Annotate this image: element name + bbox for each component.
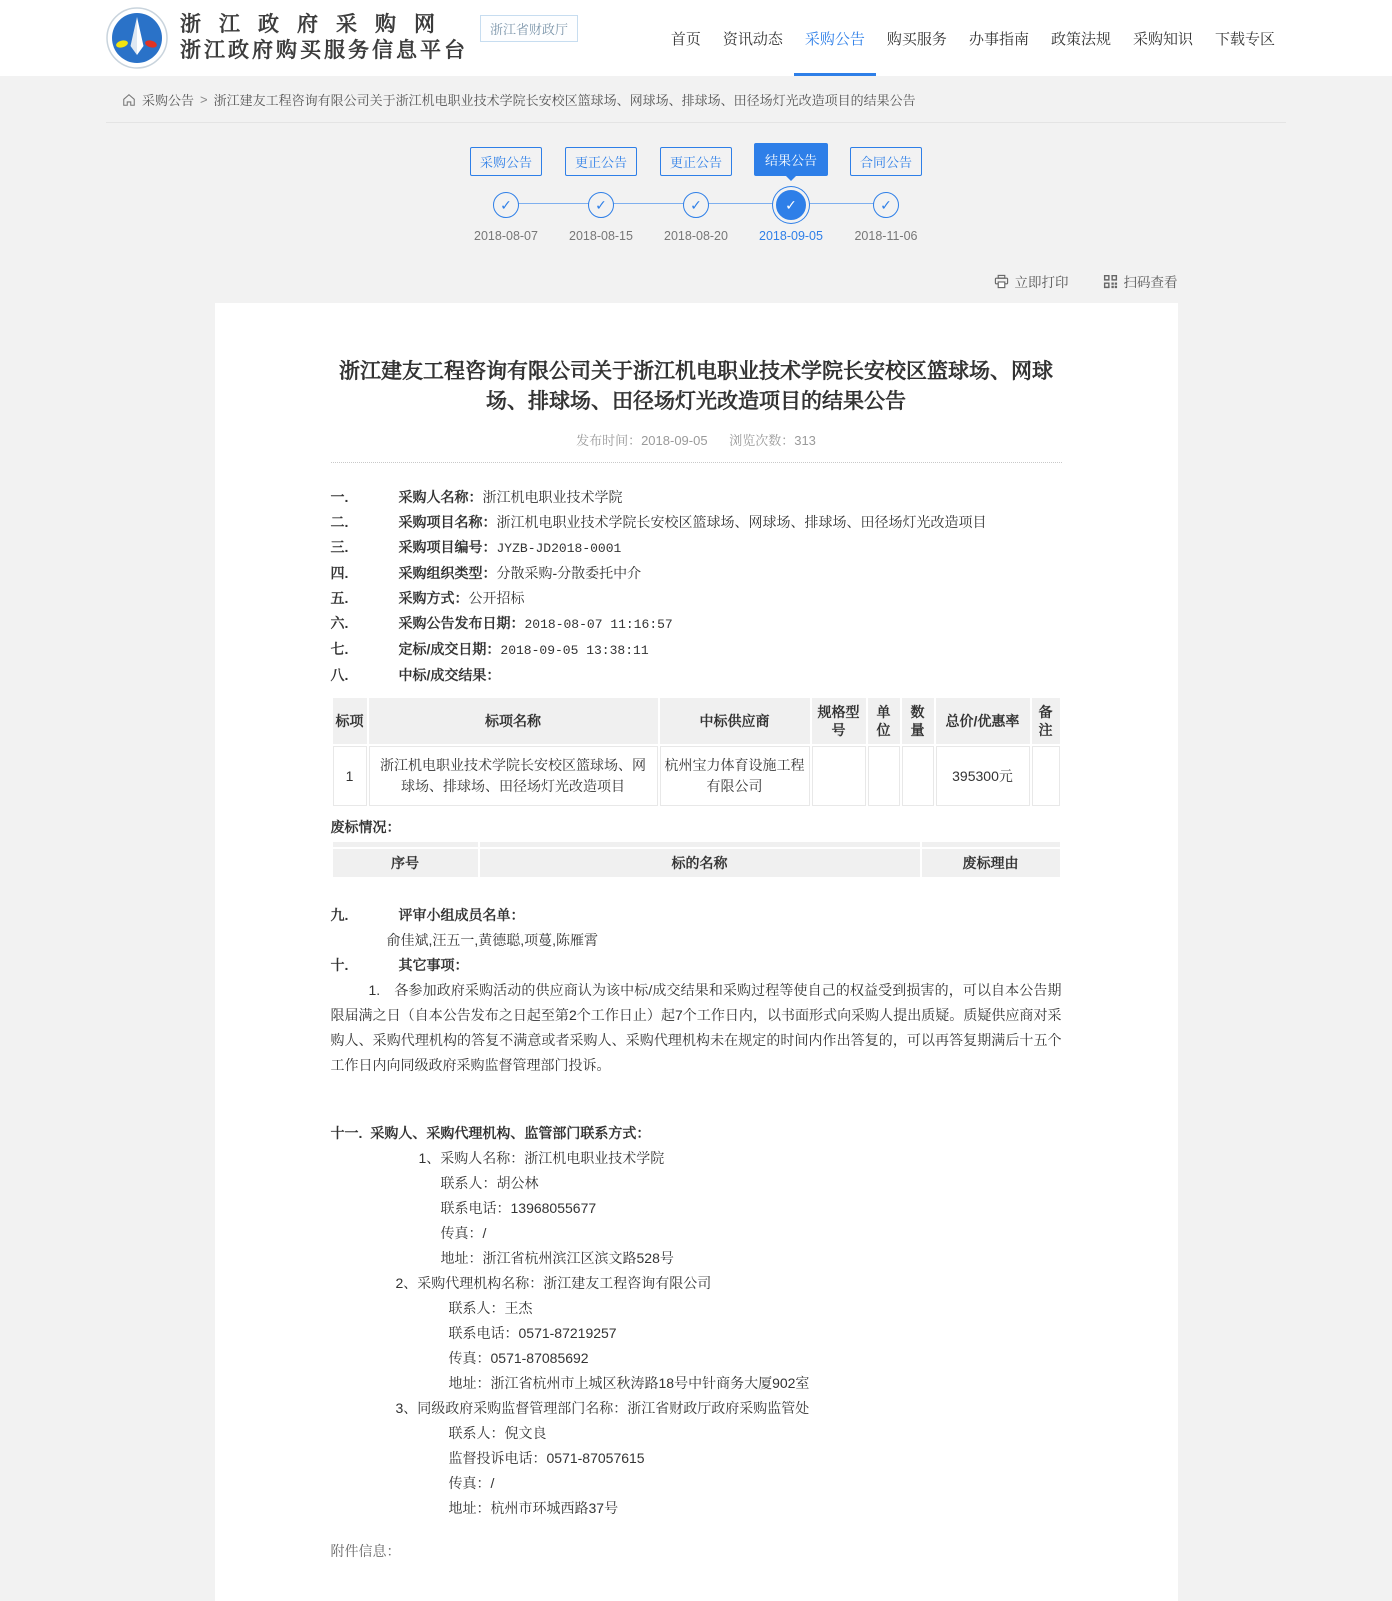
item-label: 采购方式： bbox=[398, 590, 469, 606]
scan-qr-button-label: 扫码查看 bbox=[1123, 275, 1178, 290]
timeline-date-2: 2018-08-15 bbox=[569, 229, 633, 243]
item-value: 2018-09-05 13:38:11 bbox=[500, 643, 649, 658]
fail-section-title: 废标情况： bbox=[330, 819, 401, 835]
fail-col-header-subject: 标的名称 bbox=[480, 849, 920, 877]
result-table-header-row bbox=[333, 698, 1060, 744]
item-number: 九. bbox=[330, 907, 349, 923]
contact-title: 1、采购人名称：浙江机电职业技术学院 bbox=[418, 1150, 665, 1166]
contact-person: 联系人：王杰 bbox=[448, 1300, 533, 1316]
site-title bbox=[180, 12, 468, 65]
timeline-circle-cell-1 bbox=[459, 183, 554, 227]
timeline-date-3: 2018-08-20 bbox=[664, 229, 728, 243]
breadcrumb-bar bbox=[0, 76, 1392, 123]
timeline-date-4: 2018-09-05 bbox=[759, 229, 823, 243]
contact-title: 3、同级政府采购监督管理部门名称：浙江省财政厅政府采购监管处 bbox=[395, 1400, 810, 1416]
item-value: 2018-08-07 11:16:57 bbox=[524, 617, 673, 632]
publish-time-value: 2018-09-05 bbox=[641, 433, 708, 448]
view-count-value: 313 bbox=[794, 433, 816, 448]
doc-item-org-type bbox=[331, 561, 1062, 586]
contact-fax: 传真：/ bbox=[448, 1475, 495, 1491]
col-header-unit: 单位 bbox=[868, 698, 900, 744]
nav-item-procurement-announcements[interactable]: 采购公告 bbox=[794, 0, 876, 76]
timeline-step-3 bbox=[649, 147, 744, 183]
timeline-label-2[interactable]: 更正公告 bbox=[565, 147, 637, 176]
item-label: 中标/成交结果： bbox=[398, 667, 501, 683]
dotted-divider bbox=[331, 462, 1062, 463]
cell-spec bbox=[812, 746, 866, 806]
item-number: 八. bbox=[330, 667, 349, 683]
print-button[interactable] bbox=[994, 271, 1069, 291]
cell-unit bbox=[868, 746, 900, 806]
view-count-label: 浏览次数： bbox=[729, 433, 795, 448]
contact-fax: 传真：0571-87085692 bbox=[448, 1350, 589, 1366]
doc-item-method bbox=[331, 586, 1062, 611]
timeline-circle-cell-3 bbox=[649, 183, 744, 227]
item-label: 评审小组成员名单： bbox=[398, 907, 525, 923]
contact-phone: 联系电话：0571-87219257 bbox=[448, 1325, 617, 1341]
col-header-price: 总价/优惠率 bbox=[936, 698, 1030, 744]
check-circle-icon: ✓ bbox=[588, 192, 614, 218]
contact-fax: 传真：/ bbox=[440, 1225, 487, 1241]
doc-item-announce-date bbox=[331, 611, 1062, 637]
nav-item-downloads[interactable]: 下载专区 bbox=[1214, 30, 1275, 48]
fail-table-strip-row bbox=[333, 842, 1060, 847]
contact-group-regulator bbox=[331, 1396, 1062, 1521]
contact-person: 联系人：倪文良 bbox=[448, 1425, 547, 1441]
item-number: 二. bbox=[330, 514, 349, 530]
site-title-line2: 浙江政府购买服务信息平台 bbox=[180, 39, 468, 62]
timeline-circles-row bbox=[459, 183, 934, 227]
fail-table-strip bbox=[333, 842, 478, 847]
item-label: 采购人名称： bbox=[398, 489, 483, 505]
item-label: 其它事项： bbox=[398, 957, 469, 973]
actions-row bbox=[215, 271, 1178, 291]
item-value: 公开招标 bbox=[468, 590, 525, 606]
item-number: 四. bbox=[330, 565, 349, 581]
item-number: 十. bbox=[330, 957, 349, 973]
col-header-qty: 数量 bbox=[902, 698, 934, 744]
contacts-heading-label: 采购人、采购代理机构、监管部门联系方式： bbox=[370, 1125, 651, 1141]
timeline-labels-row bbox=[459, 147, 934, 183]
scan-qr-button[interactable] bbox=[1103, 271, 1178, 291]
timeline-label-1[interactable]: 采购公告 bbox=[470, 147, 542, 176]
site-title-line1: 浙江政府采购网 bbox=[180, 12, 453, 36]
timeline-step-4 bbox=[744, 147, 839, 183]
timeline-label-4-active[interactable]: 结果公告 bbox=[754, 143, 828, 176]
col-header-lot-name: 标项名称 bbox=[369, 698, 658, 744]
contact-address: 地址：浙江省杭州市上城区秋涛路18号中针商务大厦902室 bbox=[448, 1375, 810, 1391]
contact-group-agency bbox=[331, 1271, 1062, 1396]
authority-badge: 浙江省财政厅 bbox=[480, 15, 578, 42]
cell-qty bbox=[902, 746, 934, 806]
article-meta bbox=[331, 430, 1062, 449]
breadcrumb-root-link[interactable]: 采购公告 bbox=[142, 93, 195, 108]
timeline-step-1 bbox=[459, 147, 554, 183]
col-header-lot: 标项 bbox=[333, 698, 367, 744]
item-number: 六. bbox=[330, 615, 349, 631]
cell-lot-name: 浙江机电职业技术学院长安校区篮球场、网球场、排球场、田径场灯光改造项目 bbox=[369, 746, 658, 806]
contact-phone: 联系电话：13968055677 bbox=[440, 1200, 597, 1216]
result-table bbox=[331, 696, 1062, 808]
timeline-circle-cell-5 bbox=[839, 183, 934, 227]
col-header-remark: 备注 bbox=[1032, 698, 1060, 744]
main-nav bbox=[660, 0, 1286, 76]
breadcrumb-separator: > bbox=[200, 92, 208, 107]
printer-icon bbox=[994, 274, 1009, 289]
nav-item-knowledge[interactable]: 采购知识 bbox=[1132, 30, 1193, 48]
item-label: 采购组织类型： bbox=[398, 565, 497, 581]
contact-person: 联系人：胡公林 bbox=[440, 1175, 539, 1191]
item-number: 一. bbox=[330, 489, 349, 505]
contacts-heading bbox=[331, 1120, 1062, 1146]
attachment-label: 附件信息： bbox=[330, 1543, 401, 1559]
timeline-circle-cell-4 bbox=[744, 183, 839, 227]
site-logo-icon[interactable] bbox=[106, 7, 168, 69]
nav-item-purchase-services[interactable]: 购买服务 bbox=[886, 30, 947, 48]
doc-item-project-name bbox=[331, 510, 1062, 535]
other-matters-paragraph: 1. 各参加政府采购活动的供应商认为该中标/成交结果和采购过程等使自己的权益受到损害的，可以自本公告期限届满之日（自本公告发布之日起至第2个工作日止）起7个工作日内，以书面形式向采购人提出质疑。质疑供应商对采购人、采购代理机构的答复不满意或者采购人、采购代理机构未在规定的时间内作出答复的，可以再答复期满后十五个工作日内向同级政府采购监督管理部门投诉。 bbox=[330, 982, 1062, 1073]
doc-item-review-panel bbox=[331, 903, 1062, 928]
header-inner bbox=[106, 0, 1286, 76]
timeline-date-1: 2018-08-07 bbox=[474, 229, 538, 243]
fail-table-strip bbox=[480, 842, 920, 847]
item-number: 七. bbox=[330, 641, 349, 657]
check-circle-icon-active: ✓ bbox=[776, 190, 806, 220]
timeline-step-2 bbox=[554, 147, 649, 183]
fail-table bbox=[331, 840, 1062, 879]
publish-time-label: 发布时间： bbox=[576, 433, 642, 448]
item-value: 分散采购-分散委托中介 bbox=[496, 565, 642, 581]
fail-col-header-reason: 废标理由 bbox=[922, 849, 1060, 877]
item-number: 十一. bbox=[330, 1125, 363, 1141]
nav-item-news[interactable]: 资讯动态 bbox=[722, 30, 783, 48]
cell-lot: 1 bbox=[333, 746, 367, 806]
home-icon[interactable] bbox=[122, 93, 136, 107]
document-items bbox=[331, 485, 1062, 688]
contact-address: 地址：杭州市环城西路37号 bbox=[448, 1500, 619, 1516]
item-label: 采购项目编号： bbox=[398, 539, 497, 555]
check-circle-icon: ✓ bbox=[493, 192, 519, 218]
fail-table-header-row bbox=[333, 849, 1060, 877]
doc-item-purchaser bbox=[331, 485, 1062, 510]
result-table-row bbox=[333, 746, 1060, 806]
contact-complaint-phone: 监督投诉电话：0571-87057615 bbox=[448, 1450, 645, 1466]
timeline-step-5 bbox=[839, 147, 934, 183]
check-circle-icon: ✓ bbox=[873, 192, 899, 218]
fail-col-header-seq: 序号 bbox=[333, 849, 478, 877]
timeline-date-5: 2018-11-06 bbox=[854, 229, 918, 243]
breadcrumb bbox=[106, 76, 1286, 123]
doc-item-project-number bbox=[331, 535, 1062, 561]
cell-price: 395300元 bbox=[936, 746, 1030, 806]
timeline-label-5[interactable]: 合同公告 bbox=[850, 147, 922, 176]
cell-remark bbox=[1032, 746, 1060, 806]
item-value: JYZB-JD2018-0001 bbox=[496, 541, 622, 556]
contact-group-purchaser bbox=[331, 1146, 1062, 1271]
col-header-supplier: 中标供应商 bbox=[660, 698, 810, 744]
nav-item-home[interactable]: 首页 bbox=[670, 30, 701, 48]
breadcrumb-current: 浙江建友工程咨询有限公司关于浙江机电职业技术学院长安校区篮球场、网球场、排球场、田径场灯光改造项目的结果公告 bbox=[213, 93, 916, 108]
doc-item-result bbox=[331, 663, 1062, 688]
timeline-dates-row bbox=[459, 229, 934, 243]
announcement-card bbox=[215, 303, 1178, 1601]
progress-timeline bbox=[459, 147, 934, 243]
review-panel-names: 俞佳斌,汪五一,黄德聪,项蔓,陈雁霄 bbox=[386, 932, 599, 948]
item-label: 采购公告发布日期： bbox=[398, 615, 525, 631]
contact-address: 地址：浙江省杭州滨江区滨文路528号 bbox=[440, 1250, 674, 1266]
doc-item-award-date bbox=[331, 637, 1062, 663]
item-number: 三. bbox=[330, 539, 349, 555]
nav-item-guide[interactable]: 办事指南 bbox=[968, 30, 1029, 48]
item-label: 采购项目名称： bbox=[398, 514, 497, 530]
item-label: 定标/成交日期： bbox=[398, 641, 501, 657]
doc-item-other-matters bbox=[331, 953, 1062, 978]
page-title: 浙江建友工程咨询有限公司关于浙江机电职业技术学院长安校区篮球场、网球场、排球场、田径场灯光改造项目的结果公告 bbox=[339, 360, 1053, 413]
timeline-label-3[interactable]: 更正公告 bbox=[660, 147, 732, 176]
item-value: 浙江机电职业技术学院 bbox=[482, 489, 623, 505]
col-header-spec: 规格型号 bbox=[812, 698, 866, 744]
nav-item-policies[interactable]: 政策法规 bbox=[1050, 30, 1111, 48]
item-value: 浙江机电职业技术学院长安校区篮球场、网球场、排球场、田径场灯光改造项目 bbox=[496, 514, 987, 530]
item-number: 五. bbox=[330, 590, 349, 606]
contacts-section bbox=[331, 1120, 1062, 1521]
print-button-label: 立即打印 bbox=[1014, 275, 1069, 290]
contact-title: 2、采购代理机构名称：浙江建友工程咨询有限公司 bbox=[395, 1275, 712, 1291]
qr-code-icon bbox=[1103, 274, 1118, 289]
site-header bbox=[0, 0, 1392, 76]
fail-table-strip bbox=[922, 842, 1060, 847]
check-circle-icon: ✓ bbox=[683, 192, 709, 218]
timeline-circle-cell-2 bbox=[554, 183, 649, 227]
cell-supplier: 杭州宝力体育设施工程有限公司 bbox=[660, 746, 810, 806]
